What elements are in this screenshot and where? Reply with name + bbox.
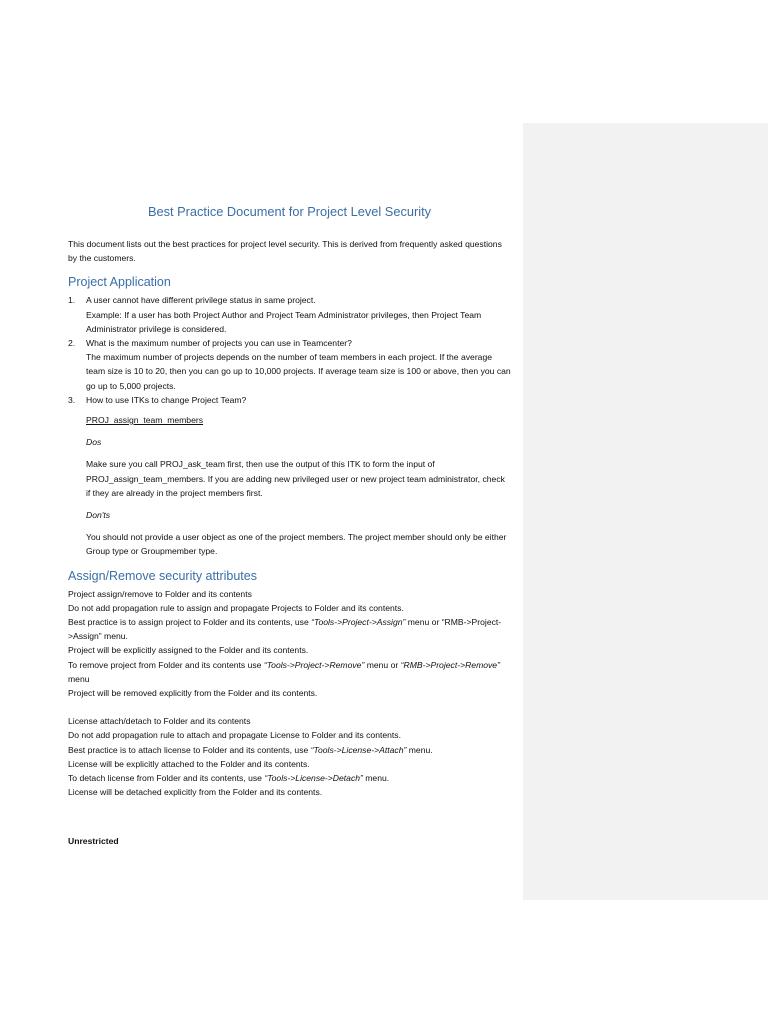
text-run: Best practice is to attach license to Folder and its contents, use (68, 744, 311, 755)
block-line: Do not add propagation rule to attach and propagate License to Folder and its contents. (68, 730, 401, 741)
block-line: Project will be explicitly assigned to the Folder and its contents. (68, 645, 309, 656)
item-question: How to use ITKs to change Project Team? (86, 394, 247, 405)
menu-path: “Tools->Project->Assign” (311, 617, 406, 628)
menu-path: “Tools->Project->Remove” (263, 659, 365, 670)
list-item (68, 336, 511, 393)
intro-paragraph: This document lists out the best practices for project level security. This is derived from frequently asked questions by the customers. (68, 239, 502, 264)
block-line (68, 743, 511, 757)
block-line: Project will be removed explicitly from the Folder and its contents. (68, 688, 318, 699)
item-question: What is the maximum number of projects you can use in Teamcenter? (86, 338, 352, 349)
itk-function-name: PROJ_assign_team_members (86, 415, 204, 426)
text-run: To remove project from Folder and its contents use (68, 659, 264, 670)
text-run: menu. (406, 744, 433, 755)
item-answer: Example: If a user has both Project Author and Project Team Administrator privileges, then Project Team Administrator privilege is considered. (86, 309, 482, 334)
list-number: 1. (68, 295, 76, 306)
text-run: Best practice is to assign project to Folder and its contents, use (68, 617, 312, 628)
dos-label: Dos (86, 437, 102, 448)
text-run: menu (68, 673, 90, 684)
project-application-list (68, 293, 511, 558)
license-attach-block (68, 714, 511, 799)
item-question: A user cannot have different privilege status in same project. (86, 295, 316, 306)
list-number: 2. (68, 338, 76, 349)
block-line (68, 658, 511, 686)
block-line (68, 771, 511, 785)
donts-label: Don'ts (86, 510, 111, 521)
menu-path: “Tools->License->Attach” (310, 744, 407, 755)
block-title: License attach/detach to Folder and its contents (68, 716, 251, 727)
classification-label: Unrestricted (68, 835, 119, 846)
block-line (68, 615, 511, 643)
list-number: 3. (68, 394, 76, 405)
menu-path: “RMB->Project->Remove” (400, 659, 500, 670)
section-heading-assign-remove: Assign/Remove security attributes (68, 568, 257, 583)
document-body (68, 203, 511, 848)
list-item (68, 293, 511, 336)
document-title: Best Practice Document for Project Level Security (147, 204, 432, 219)
block-line: License will be explicitly attached to the Folder and its contents. (68, 758, 310, 769)
donts-text: You should not provide a user object as one of the project members. The project member should only be either Group type or Groupmember type. (86, 532, 507, 557)
dos-text: Make sure you call PROJ_ask_team first, then use the output of this ITK to form the input of PROJ_assign_team_members. If you are adding new privileged user or new project team administrator, check if they are already in the project members first. (86, 459, 505, 498)
item-answer: The maximum number of projects depends on the number of team members in each project. If the average team size is 10 to 20, then you can go up to 10,000 projects. If average team size is 100 or above, then you can go up to 5,000 projects. (86, 352, 511, 391)
block-line: Do not add propagation rule to assign and propagate Projects to Folder and its contents. (68, 602, 404, 613)
section-heading-project-application: Project Application (68, 275, 171, 290)
block-line: License will be detached explicitly from the Folder and its contents. (68, 787, 323, 798)
text-run: menu. (362, 773, 390, 784)
project-assign-block (68, 587, 511, 701)
text-run: menu or (364, 659, 401, 670)
menu-path: “Tools->License->Detach” (264, 773, 363, 784)
text-run: To detach license from Folder and its contents, use (68, 773, 265, 784)
comment-margin-pane (523, 123, 768, 900)
spacer (68, 700, 511, 714)
list-item (68, 393, 511, 559)
block-title: Project assign/remove to Folder and its contents (68, 588, 252, 599)
text-run: menu or “RMB->Project->Assign” menu. (68, 617, 502, 642)
